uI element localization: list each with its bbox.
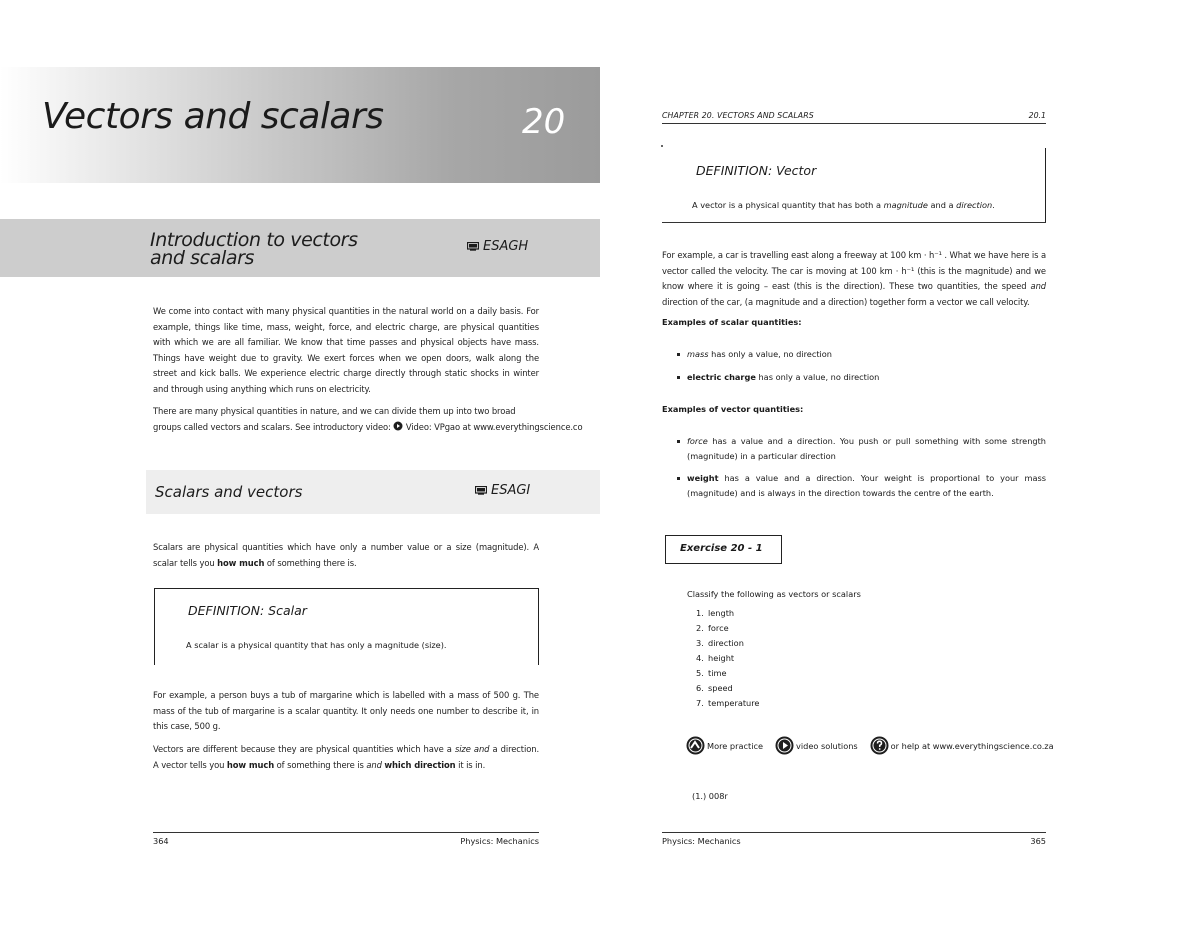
- exercise-title: Exercise 20 - 1: [680, 543, 763, 554]
- item-text: speed: [708, 683, 733, 693]
- vd-size: size: [454, 744, 471, 754]
- list-item: [675, 347, 1046, 362]
- intro-section-code[interactable]: [467, 239, 528, 254]
- video-solutions-link[interactable]: [775, 736, 858, 755]
- vd-text-b: of something there is: [276, 759, 364, 770]
- vector-definition-box-bottom: [662, 222, 1046, 223]
- list-item-term: force: [687, 436, 708, 446]
- list-item-text: has a value and a direction. You push or pull something with some strength (magnitude) in a particular direction: [687, 436, 1046, 462]
- item-number: 2.: [696, 623, 704, 633]
- left-page-number: 364: [153, 836, 169, 846]
- right-footer-subject: Physics: Mechanics: [662, 836, 741, 846]
- scalars-paragraph: [153, 540, 539, 571]
- item-number: 1.: [696, 608, 704, 618]
- screen-icon: [467, 242, 479, 251]
- intro-paragraph-1: We come into contact with many physical quantities in the natural world on a daily basis. For example, things like time, mass, weight, force, and electric charge, are physical quantities with which we are all familiar. We know that time passes and physical objects have mass. Things have weight due to gravity. We exert forces when we open doors, walk along the street and kick balls. We experience electric charge directly through static shocks in winter and through using anything which runs on electricity.: [153, 306, 539, 394]
- list-item: [696, 651, 759, 666]
- vector-definition-title: DEFINITION: Vector: [696, 163, 817, 178]
- item-text: time: [708, 668, 727, 678]
- more-practice-label: More practice: [707, 740, 764, 751]
- right-page-number: 365: [1030, 836, 1046, 846]
- vd-text-c: it is in.: [458, 759, 486, 770]
- vector-examples-list: [675, 434, 1046, 508]
- scalar-definition-box: [154, 588, 539, 665]
- help-label: or help at www.everythingscience.co.za: [890, 740, 1054, 751]
- item-number: 6.: [696, 683, 704, 693]
- item-number: 5.: [696, 668, 704, 678]
- more-practice-icon: [686, 736, 705, 755]
- vector-def-end: .: [992, 200, 995, 210]
- exercise-code: (1.) 008r: [692, 791, 728, 801]
- list-item: [696, 696, 759, 711]
- vd-text-a: Vectors are different because they are physical quantities which have a: [153, 744, 452, 754]
- vd-and2: and: [366, 759, 382, 770]
- list-item-text: has a value and a direction. Your weight is proportional to your mass (magnitude) and is always in the direction towards the centre of the earth.: [687, 472, 1046, 499]
- list-item: [696, 681, 759, 696]
- intro-code-text: ESAGH: [483, 239, 529, 254]
- margarine-paragraph: For example, a person buys a tub of margarine which is labelled with a mass of 500 g. The mass of the tub of margarine is a scalar quantity. It only needs one number to describe it, in this case, 500 g.: [153, 690, 539, 732]
- chapter-number: 20: [522, 102, 566, 142]
- item-number: 4.: [696, 653, 704, 663]
- intro-para2-line1: There are many physical quantities in nature, and we can divide them up into two broad: [153, 406, 516, 416]
- intro-section-heading: [150, 231, 430, 267]
- list-item-term: weight: [687, 472, 719, 483]
- item-text: force: [708, 623, 729, 633]
- exercise-help-row: [686, 736, 1066, 755]
- scalars-section-code[interactable]: [475, 483, 530, 498]
- list-item-text: has only a value, no direction: [708, 349, 832, 359]
- running-header-section: 20.1: [1028, 111, 1046, 120]
- vector-def-direction: direction: [956, 200, 993, 210]
- list-item: [696, 666, 759, 681]
- list-item: [696, 621, 759, 636]
- intro-para2-line2: groups called vectors and scalars. See introductory video:: [153, 421, 391, 432]
- list-item: [696, 606, 759, 621]
- vector-definition-box: [662, 148, 1046, 223]
- item-text: length: [708, 608, 735, 618]
- scalars-para-bold: how much: [217, 557, 265, 568]
- list-item: [696, 636, 759, 651]
- right-footer-rule: [662, 832, 1046, 833]
- vd-and: and: [473, 744, 490, 754]
- vd-which-direction: which direction: [384, 759, 456, 770]
- intro-heading-line1: Introduction to vectors: [150, 229, 358, 251]
- list-item: [675, 471, 1046, 502]
- item-text: direction: [708, 638, 744, 648]
- list-item-text: has only a value, no direction: [755, 372, 880, 383]
- intro-video-link[interactable]: Video: VPgao at www.everythingscience.co: [405, 421, 583, 432]
- running-header-chapter: CHAPTER 20. VECTORS AND SCALARS: [662, 111, 814, 120]
- intro-paragraph-2: [153, 404, 600, 435]
- intro-heading-line2: and scalars: [150, 247, 255, 269]
- vector-definition-text: [692, 200, 995, 210]
- vectors-different-paragraph: [153, 742, 539, 773]
- more-practice-link[interactable]: [686, 736, 763, 755]
- scalars-code-text: ESAGI: [491, 483, 531, 498]
- list-item-term: mass: [687, 349, 709, 359]
- left-footer-subject: Physics: Mechanics: [460, 836, 539, 846]
- scalar-examples-list: [675, 347, 1046, 394]
- left-footer-rule: [153, 832, 539, 833]
- scalars-section-heading: Scalars and vectors: [155, 483, 303, 501]
- list-item: [675, 434, 1046, 465]
- exercise-list: [696, 606, 759, 711]
- play-icon: [775, 736, 794, 755]
- car-velocity-paragraph: [662, 248, 1046, 310]
- chapter-title: Vectors and scalars: [42, 96, 384, 137]
- video-icon[interactable]: [393, 421, 403, 431]
- list-item-term: electric charge: [687, 372, 756, 383]
- scalars-para-text-b: of something there is.: [266, 557, 357, 568]
- help-link[interactable]: [870, 736, 1054, 755]
- vector-def-magnitude: magnitude: [883, 200, 928, 210]
- car-para-and: and: [1030, 281, 1046, 292]
- vd-how-much: how much: [226, 759, 275, 770]
- definition-marker: [661, 145, 663, 147]
- list-item: [675, 370, 1046, 385]
- scalar-definition-title: DEFINITION: Scalar: [188, 603, 307, 618]
- exercise-instruction: Classify the following as vectors or scalars: [687, 589, 861, 599]
- vd-text-a2: a direction. A vector tells you: [153, 744, 540, 770]
- item-number: 3.: [696, 638, 704, 648]
- video-solutions-label: video solutions: [796, 740, 858, 751]
- question-icon: [870, 736, 889, 755]
- car-para-text-a: For example, a car is travelling east along a freeway at 100 km · h⁻¹ . What we have here is a vector called the velocity. The car is moving at 100 km · h⁻¹ (this is the magnitude) and we know where it is going – east (this is the direction). These two quantities, the speed: [662, 250, 1046, 292]
- vector-def-and: and a: [930, 200, 954, 210]
- item-text: temperature: [708, 698, 760, 708]
- scalar-examples-heading: Examples of scalar quantities:: [662, 317, 802, 327]
- vector-examples-heading: Examples of vector quantities:: [662, 404, 804, 414]
- running-header-rule: [662, 123, 1046, 124]
- vector-def-text-a: A vector is a physical quantity that has both a: [692, 200, 881, 210]
- item-number: 7.: [696, 698, 704, 708]
- item-text: height: [708, 653, 735, 663]
- scalar-definition-text: A scalar is a physical quantity that has only a magnitude (size).: [186, 640, 447, 650]
- scalars-para-text-a: Scalars are physical quantities which have only a number value or a size (magnitude). A scalar tells you: [153, 542, 539, 568]
- car-para-text-b: direction of the car, (a magnitude and a direction) together form a vector we call velocity.: [662, 296, 1030, 307]
- screen-icon: [475, 486, 487, 495]
